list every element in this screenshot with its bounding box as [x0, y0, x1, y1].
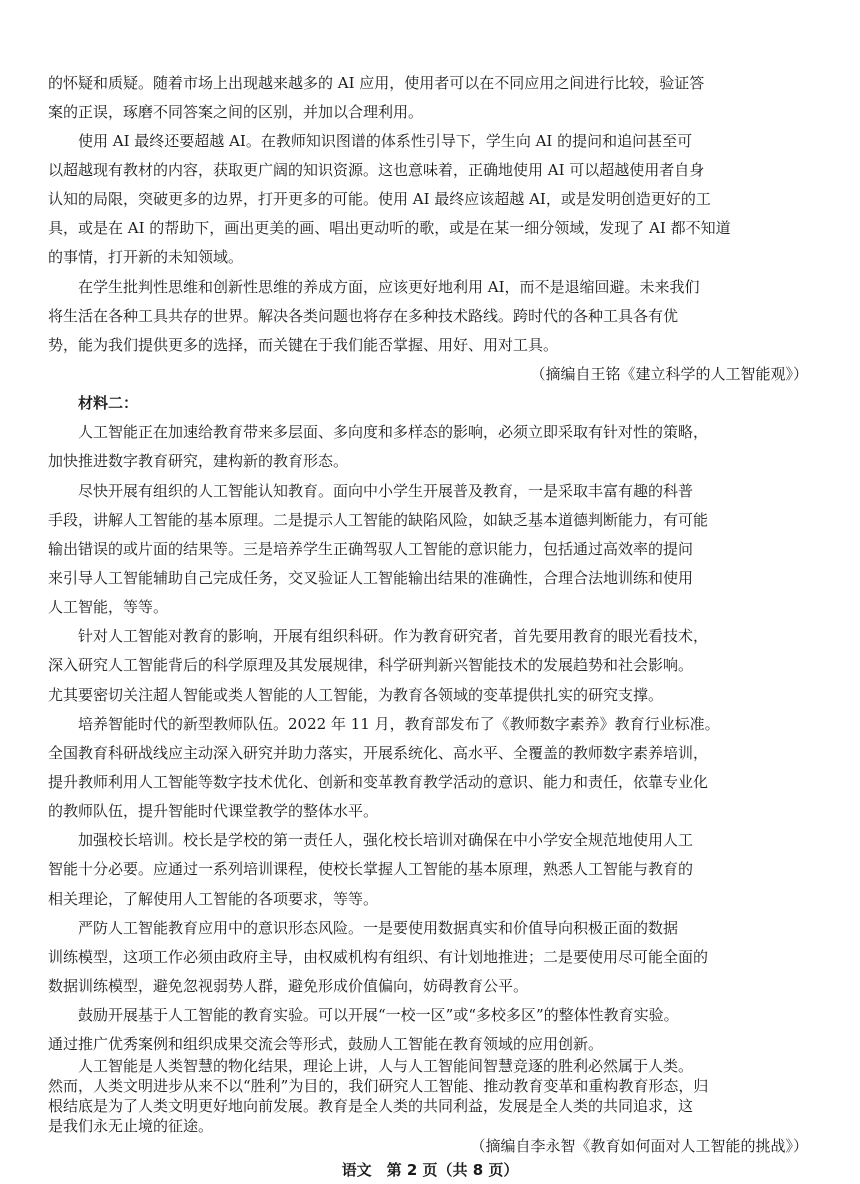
text-line: 训练模型，这项工作必须由政府主导，由权威机构有组织、有计划地推进；二是要使用尽可能全面的 [48, 948, 709, 966]
section-heading: 材料二： [78, 394, 139, 412]
text-line: 输出错误的或片面的结果等。三是培养学生正确驾驭人工智能的意识能力，包括通过高效率的提问 [48, 540, 694, 558]
paragraph-start: 针对人工智能对教育的影响，开展有组织科研。作为教育研究者，首先要用教育的眼光看技术， [78, 627, 709, 645]
text-line: 然而，人类文明进步从来不以“胜利”为目的，我们研究人工智能、推动教育变革和重构教育形态，归 [48, 1077, 709, 1095]
paragraph-start: 尽快开展有组织的人工智能认知教育。面向中小学生开展普及教育，一是采取丰富有趣的科普 [78, 482, 694, 500]
text-line: 相关理论，了解使用人工智能的各项要求，等等。 [48, 890, 379, 908]
text-line: 手段，讲解人工智能的基本原理。二是提示人工智能的缺陷风险，如缺乏基本道德判断能力，有可能 [48, 511, 709, 529]
text-line: 加快推进数字教育研究，建构新的教育形态。 [48, 452, 349, 470]
text-line: 智能十分必要。应通过一系列培训课程，使校长掌握人工智能的基本原理，熟悉人工智能与教育的 [48, 860, 694, 878]
text-line: 来引导人工智能辅助自己完成任务，交叉验证人工智能输出结果的准确性，合理合法地训练和使用 [48, 569, 694, 587]
text-line: 以超越现有教材的内容，获取更广阔的知识资源。这也意味着，正确地使用 AI 可以超越使用者自身 [48, 161, 705, 179]
paragraph-start: 培养智能时代的新型教师队伍。2022 年 11 月，教育部发布了《教师数字素养》教育行业标准。 [78, 715, 720, 733]
text-line: 认知的局限，突破更多的边界，打开更多的可能。使用 AI 最终应该超越 AI，或是发明创造更好的工 [48, 190, 711, 208]
text-line: 尤其要密切关注超人智能或类人智能的人工智能，为教育各领域的变革提供扎实的研究支撑。 [48, 686, 664, 704]
paragraph-start: 人工智能正在加速给教育带来多层面、多向度和多样态的影响，必须立即采取有针对性的策略， [78, 423, 709, 441]
text-line: 案的正误，琢磨不同答案之间的区别，并加以合理利用。 [48, 103, 424, 121]
text-line: 提升教师利用人工智能等数字技术优化、创新和变革教育教学活动的意识、能力和责任，依靠专业化 [48, 773, 709, 791]
paragraph-start: 加强校长培训。校长是学校的第一责任人，强化校长培训对确保在中小学安全规范地使用人工 [78, 831, 694, 849]
text-line: 根结底是为了人类文明更好地向前发展。教育是全人类的共同利益，发展是全人类的共同追求，这 [48, 1097, 694, 1115]
source-citation: （摘编自李永智《教育如何面对人工智能的挑战》） [470, 1137, 808, 1155]
text-line: 人工智能，等等。 [48, 598, 169, 616]
paragraph-start: 严防人工智能教育应用中的意识形态风险。一是要使用数据真实和价值导向积极正面的数据 [78, 919, 679, 937]
text-line: 势，能为我们提供更多的选择，而关键在于我们能否掌握、用好、用对工具。 [48, 336, 559, 354]
source-citation: （摘编自王铭《建立科学的人工智能观》） [530, 365, 808, 383]
text-line: 具，或是在 AI 的帮助下，画出更美的画、唱出更动听的歌，或是在某一细分领域，发现了 AI 都不知道 [48, 219, 731, 237]
text-line: 是我们永无止境的征途。 [48, 1117, 214, 1135]
text-line: 的怀疑和质疑。随着市场上出现越来越多的 AI 应用，使用者可以在不同应用之间进行比较，验证答 [48, 74, 705, 92]
paragraph-start: 在学生批判性思维和创新性思维的养成方面，应该更好地利用 AI，而不是退缩回避。未来我们 [78, 278, 700, 296]
paragraph-start: 鼓励开展基于人工智能的教育实验。可以开展“一校一区”或“多校多区”的整体性教育实验。 [78, 1006, 679, 1024]
text-line: 全国教育科研战线应主动深入研究并助力落实，开展系统化、高水平、全覆盖的教师数字素养培训， [48, 744, 709, 762]
text-line: 通过推广优秀案例和组织成果交流会等形式，鼓励人工智能在教育领域的应用创新。 [48, 1035, 604, 1053]
text-line: 的教师队伍，提升智能时代课堂教学的整体水平。 [48, 802, 379, 820]
page-footer: 语文 第 2 页（共 8 页） [341, 1161, 519, 1179]
paragraph-start: 使用 AI 最终还要超越 AI。在教师知识图谱的体系性引导下，学生向 AI 的提问和追问甚至可 [78, 132, 693, 150]
text-line: 数据训练模型，避免忽视弱势人群，避免形成价值偏向，妨碍教育公平。 [48, 977, 529, 995]
paragraph-start: 人工智能是人类智慧的物化结果，理论上讲，人与人工智能间智慧竞逐的胜利必然属于人类。 [78, 1057, 694, 1075]
text-line: 深入研究人工智能背后的科学原理及其发展规律，科学研判新兴智能技术的发展趋势和社会影响。 [48, 656, 694, 674]
text-line: 将生活在各种工具共存的世界。解决各类问题也将存在多种技术路线。跨时代的各种工具各有优 [48, 307, 679, 325]
text-line: 的事情，打开新的未知领域。 [48, 248, 244, 266]
